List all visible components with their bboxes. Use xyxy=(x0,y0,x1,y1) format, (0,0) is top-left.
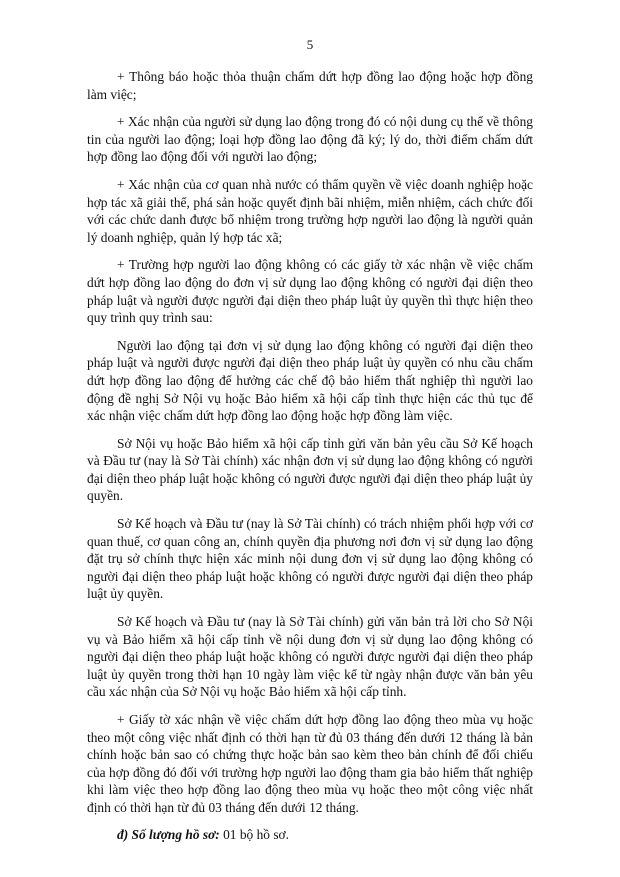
paragraph-department-request: Sở Nội vụ hoặc Bảo hiểm xã hội cấp tỉnh gửi văn bản yêu cầu Sở Kế hoạch và Đầu tư (nay là Sở Tài chính) xác nhận đơn vị sử dụng lao động không có người đại diện theo pháp luật hoặc không có người được người đại diện theo pháp luật ủy quyền. xyxy=(87,435,533,504)
page-number: 5 xyxy=(306,37,314,52)
paragraph-no-confirmation-case: + Trường hợp người lao động không có các giấy tờ xác nhận về việc chấm dứt hợp đồng lao động do đơn vị sử dụng lao động không có người đại diện theo pháp luật và người được người đại diện theo pháp luật ủy quyền thì thực hiện theo quy trình quy trình sau: xyxy=(87,257,533,326)
document-body xyxy=(87,68,533,853)
paragraph-written-reply: Sở Kế hoạch và Đầu tư (nay là Sở Tài chính) gửi văn bản trả lời cho Sở Nội vụ và Bảo hiểm xã hội cấp tỉnh về nội dung đơn vị sử dụng lao động không có người đại diện theo pháp luật hoặc không có người được người đại diện theo pháp luật ủy quyền trong thời hạn 10 ngày làm việc kể từ ngày nhận được văn bản yêu cầu xác nhận của Sở Nội vụ hoặc Bảo hiểm xã hội cấp tỉnh. xyxy=(87,614,533,700)
paragraph-dossier-quantity xyxy=(87,826,533,844)
paragraph-worker-request: Người lao động tại đơn vị sử dụng lao động không có người đại diện theo pháp luật và người được người đại diện theo pháp luật ủy quyền có nhu cầu chấm dứt hợp đồng lao động để hưởng các chế độ bảo hiểm thất nghiệp thì người lao động đề nghị Sở Nội vụ hoặc Bảo hiểm xã hội cấp tỉnh thực hiện các thủ tục để xác nhận việc chấm dứt hợp đồng lao động hoặc hợp đồng làm việc. xyxy=(87,337,533,424)
paragraph-employer-confirmation: + Xác nhận của người sử dụng lao động trong đó có nội dung cụ thể về thông tin của người lao động; loại hợp đồng lao động đã ký; lý do, thời điểm chấm dứt hợp đồng lao động đối với người lao động; xyxy=(87,114,533,165)
paragraph-coordination: Sở Kế hoạch và Đầu tư (nay là Sở Tài chính) có trách nhiệm phối hợp với cơ quan thuế, cơ quan công an, chính quyền địa phương nơi đơn vị sử dụng lao động đặt trụ sở chính thực hiện xác minh nội dung đơn vị sử dụng lao động không có người đại diện theo pháp luật hoặc không có người được người đại diện theo pháp luật ủy quyền. xyxy=(87,516,533,602)
paragraph-termination-notice: + Thông báo hoặc thỏa thuận chấm dứt hợp đồng lao động hoặc hợp đồng làm việc; xyxy=(87,69,533,102)
paragraph-seasonal-contract: + Giấy tờ xác nhận về việc chấm dứt hợp đồng lao động theo mùa vụ hoặc theo một công việc nhất định có thời hạn từ đủ 03 tháng đến dưới 12 tháng là bản chính hoặc bản sao có chứng thực hoặc bản sao kèm theo bản chính để đối chiếu của hợp đồng đó đối với trường hợp người lao động tham gia bảo hiểm thất nghiệp khi làm việc theo hợp đồng lao động theo mùa vụ hoặc theo một công việc nhất định có thời hạn từ đủ 03 tháng đến dưới 12 tháng. xyxy=(87,712,533,815)
dossier-quantity-label: đ) Số lượng hồ sơ: xyxy=(117,826,220,842)
dossier-quantity-value: 01 bộ hồ sơ. xyxy=(219,826,289,842)
paragraph-state-agency-confirmation: + Xác nhận của cơ quan nhà nước có thẩm quyền về việc doanh nghiệp hoặc hợp tác xã giải thể, phá sản hoặc quyết định bãi nhiệm, miễn nhiệm, cách chức đối với các chức danh được bổ nhiệm trong trường hợp người lao động là người quản lý doanh nghiệp, quản lý hợp tác xã; xyxy=(87,176,533,245)
